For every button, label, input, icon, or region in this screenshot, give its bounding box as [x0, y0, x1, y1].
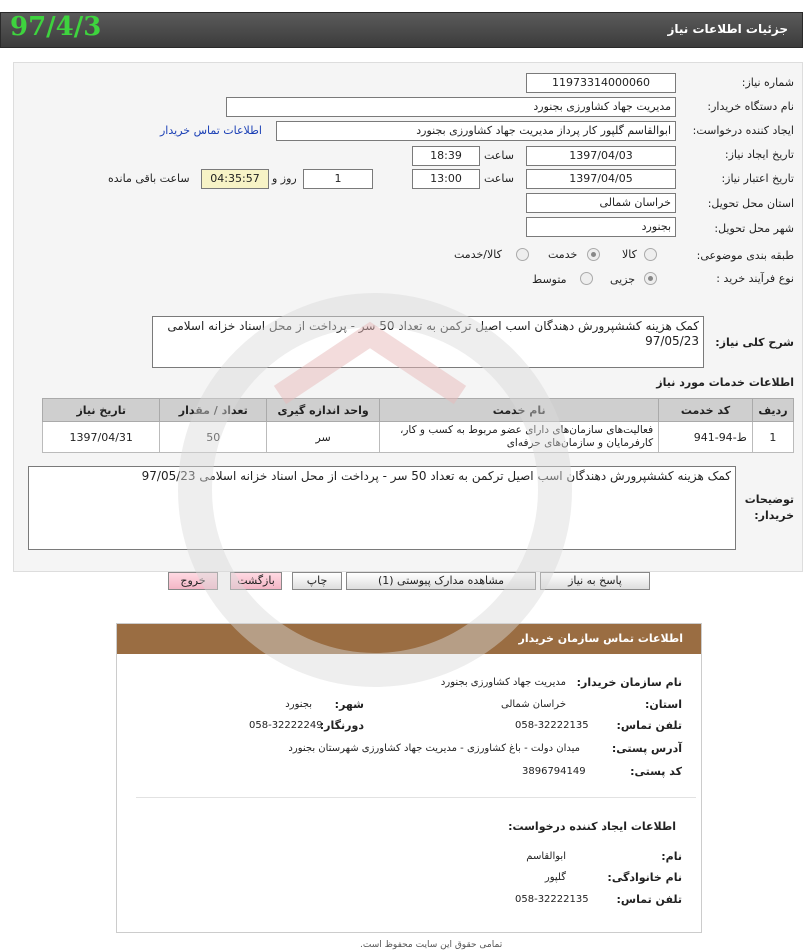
category-option-both: کالا/خدمت [454, 248, 502, 261]
days-field[interactable]: 1 [303, 169, 373, 189]
category-option-goods: کالا [622, 248, 637, 261]
contact-phone-value: 058-32222135 [515, 720, 589, 731]
category-label: طبقه بندی موضوعی: [696, 249, 794, 262]
col-date: تاریخ نیاز [43, 399, 160, 422]
category-radio-goods[interactable] [644, 248, 657, 261]
cell-unit: سر [267, 422, 380, 453]
day-and-label: روز و [272, 172, 297, 185]
cell-date: 1397/04/31 [43, 422, 160, 453]
title-bar [0, 12, 803, 48]
city-label: شهر محل تحویل: [714, 222, 794, 235]
contact-postal-value: 3896794149 [522, 766, 586, 777]
creator-name-value: ابوالقاسم [526, 851, 566, 862]
contact-fax-label: دورنگار: [319, 719, 364, 732]
process-option-minor: جزیی [610, 273, 636, 286]
services-table-header [43, 399, 794, 422]
contact-postal-label: کد پستی: [630, 765, 682, 778]
col-row: ردیف [752, 399, 793, 422]
buyer-org-label: نام دستگاه خریدار: [707, 100, 794, 113]
col-code: کد خدمت [659, 399, 753, 422]
col-qty: تعداد / مقدار [160, 399, 267, 422]
services-table [42, 398, 794, 453]
contact-org-label: نام سازمان خریدار: [576, 676, 682, 689]
attachments-button[interactable]: مشاهده مدارک پیوستی (1) [346, 572, 536, 590]
buyer-notes-textarea[interactable]: کمک هزینه کششپرورش دهندگان اسب اصیل ترکمن به تعداد 50 سر - پرداخت از محل اسناد خزانه اسلامی 97/05/23 [28, 466, 736, 550]
category-option-service: خدمت [548, 248, 578, 261]
buyer-org-field[interactable]: مدیریت جهاد کشاورزی بجنورد [226, 97, 676, 117]
creator-family-value: گلپور [544, 872, 566, 883]
creator-section-title: اطلاعات ایجاد کننده درخواست: [508, 820, 676, 833]
process-radio-minor[interactable] [644, 272, 657, 285]
col-name: نام خدمت [380, 399, 659, 422]
page-title: جزئیات اطلاعات نیاز [667, 22, 788, 36]
reply-button[interactable]: پاسخ به نیاز [540, 572, 650, 590]
contact-card-header [117, 624, 701, 654]
back-button[interactable]: بازگشت [230, 572, 282, 590]
creator-name-label: نام: [661, 850, 682, 863]
creator-phone-value: 058-32222135 [515, 894, 589, 905]
creator-family-label: نام خانوادگی: [607, 871, 682, 884]
valid-time-field[interactable]: 13:00 [412, 169, 480, 189]
creator-phone-label: تلفن تماس: [616, 893, 682, 906]
valid-time-label: ساعت [484, 172, 514, 185]
buyer-notes-label: توضیحات خریدار: [744, 493, 794, 522]
contact-fax-value: 058-32222249 [249, 720, 323, 731]
remaining-time-label: ساعت باقی مانده [108, 172, 190, 185]
col-unit: واحد اندازه گیری [267, 399, 380, 422]
cell-name-line2: کارفرمایان و سازمان‌های حرفه‌ای [506, 437, 654, 449]
contact-city-label: شهر: [334, 698, 364, 711]
need-number-field[interactable]: 11973314000060 [526, 73, 676, 93]
cell-qty: 50 [160, 422, 267, 453]
footer-copyright: تمامی حقوق این سایت محفوظ است. [360, 940, 503, 950]
contact-province-label: استان: [645, 698, 682, 711]
contact-info-link[interactable]: اطلاعات تماس خریدار [160, 124, 262, 137]
city-field[interactable]: بجنورد [526, 217, 676, 237]
province-field[interactable]: خراسان شمالی [526, 193, 676, 213]
cell-row: 1 [752, 422, 793, 453]
requester-field[interactable]: ابوالقاسم گلپور کار پرداز مدیریت جهاد کشاورزی بجنورد [276, 121, 676, 141]
remaining-time-field: 04:35:57 [201, 169, 269, 189]
date-stamp: 97/4/3 [10, 12, 102, 42]
contact-org-value: مدیریت جهاد کشاورزی بجنورد [440, 677, 566, 688]
contact-card [116, 623, 702, 933]
summary-label: شرح کلی نیاز: [715, 336, 794, 349]
province-label: استان محل تحویل: [707, 197, 794, 210]
created-time-label: ساعت [484, 149, 514, 162]
contact-phone-label: تلفن تماس: [616, 719, 682, 732]
cell-name [380, 422, 659, 453]
requester-label: ایجاد کننده درخواست: [692, 124, 794, 137]
created-date-field[interactable]: 1397/04/03 [526, 146, 676, 166]
contact-card-title: اطلاعات تماس سازمان خریدار [518, 632, 683, 645]
created-date-label: تاریخ ایجاد نیاز: [724, 148, 794, 161]
contact-address-value: میدان دولت - باغ کشاورزی - مدیریت جهاد کشاورزی شهرستان بجنورد [288, 743, 580, 754]
summary-textarea[interactable]: کمک هزینه کششپرورش دهندگان اسب اصیل ترکمن به تعداد 50 سر - پرداخت از محل اسناد خزانه اسلامی 97/05/23 [152, 316, 704, 368]
contact-province-value: خراسان شمالی [500, 699, 566, 710]
cell-code: ط-94-941 [659, 422, 753, 453]
contact-divider [136, 797, 696, 798]
process-option-medium: متوسط [532, 273, 567, 286]
category-radio-both[interactable] [516, 248, 529, 261]
created-time-field[interactable]: 18:39 [412, 146, 480, 166]
table-row [43, 422, 794, 453]
exit-button[interactable]: خروج [168, 572, 218, 590]
cell-name-line1: فعالیت‌های سازمان‌های دارای عضو مربوط به کسب و کار، [399, 424, 654, 436]
contact-city-value: بجنورد [285, 699, 312, 710]
process-radio-medium[interactable] [580, 272, 593, 285]
print-button[interactable]: چاپ [292, 572, 342, 590]
services-section-title: اطلاعات خدمات مورد نیاز [656, 376, 794, 389]
process-label: نوع فرآیند خرید : [716, 272, 794, 285]
contact-address-label: آدرس پستی: [611, 742, 682, 755]
valid-date-label: تاریخ اعتبار نیاز: [721, 172, 794, 185]
valid-date-field[interactable]: 1397/04/05 [526, 169, 676, 189]
need-number-label: شماره نیاز: [741, 76, 794, 89]
category-radio-service[interactable] [587, 248, 600, 261]
